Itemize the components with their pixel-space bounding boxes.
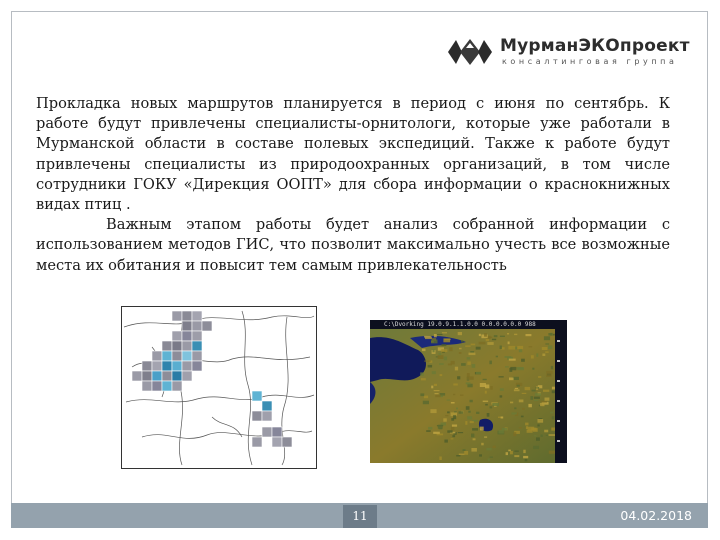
- satellite-header-text: C:\Dvorking 19.0.9.1.1.0.0 0.0.0.0.0.0 988: [384, 321, 536, 328]
- map-grid-cell: [262, 411, 272, 421]
- gis-grid-map: [121, 306, 317, 469]
- map-grid-cell: [172, 351, 182, 361]
- map-grid-cell: [262, 427, 272, 437]
- map-grid-cell: [192, 321, 202, 331]
- map-grid-cell: [162, 371, 172, 381]
- map-grid-cell: [182, 361, 192, 371]
- logo-name: МурманЭКОпроект: [500, 36, 690, 56]
- logo-subtitle: консалтинговая группа: [502, 57, 678, 66]
- map-grid-cell: [152, 371, 162, 381]
- map-grid-cell: [182, 371, 192, 381]
- map-grid-cell: [152, 361, 162, 371]
- map-grid-cell: [192, 311, 202, 321]
- map-grid-cell: [182, 311, 192, 321]
- map-grid-cell: [172, 381, 182, 391]
- body-text: [36, 94, 670, 276]
- logo-emblem-icon: [446, 37, 494, 67]
- map-grid-cell: [252, 391, 262, 401]
- map-grid-cell: [162, 361, 172, 371]
- map-grid-cell: [142, 371, 152, 381]
- map-grid-cell: [192, 361, 202, 371]
- paragraph-2: Важным этапом работы будет анализ собранной информации с использованием методов ГИС, что позволит максимально учесть все возможные места их обитания и повысит тем самым привлекательность: [36, 216, 670, 274]
- map-grid-cell: [252, 411, 262, 421]
- map-grid-cell: [172, 331, 182, 341]
- map-grid-cell: [252, 437, 262, 447]
- map-grid-cell: [172, 341, 182, 351]
- satellite-image: [370, 320, 567, 463]
- page-number: 11: [343, 505, 377, 528]
- map-grid-cell: [192, 341, 202, 351]
- map-grid-cell: [152, 381, 162, 391]
- paragraph-1: Прокладка новых маршрутов планируется в период с июня по сентябрь. К работе будут привлечены специалисты-орнитологи, которые уже работали в Мурманской области в составе полевых экспедиций. Также к работе будут привлечены специалисты из природоохранных организаций, в том числе сотрудники ГОКУ «Дирекция ООПТ» для сбора информации о краснокнижных видах птиц .: [36, 95, 670, 214]
- map-grid-cell: [282, 437, 292, 447]
- map-grid-cell: [272, 427, 282, 437]
- map-grid-cell: [192, 351, 202, 361]
- map-grid-cell: [152, 351, 162, 361]
- company-logo: [446, 35, 690, 71]
- map-grid-cell: [182, 331, 192, 341]
- map-grid-cell: [142, 361, 152, 371]
- map-grid-cell: [172, 371, 182, 381]
- map-grid-cell: [182, 341, 192, 351]
- map-grid-cell: [262, 401, 272, 411]
- map-grid-cell: [162, 381, 172, 391]
- map-grid-cell: [182, 321, 192, 331]
- map-grid-cell: [272, 437, 282, 447]
- map-grid-cell: [172, 361, 182, 371]
- map-grid-cell: [192, 331, 202, 341]
- map-grid-cell: [162, 341, 172, 351]
- map-grid-cell: [172, 311, 182, 321]
- map-grid-cell: [162, 351, 172, 361]
- map-grid-cell: [202, 321, 212, 331]
- slide-date: 04.02.2018: [620, 508, 692, 523]
- map-grid-cell: [142, 381, 152, 391]
- map-grid-cell: [182, 351, 192, 361]
- map-grid-cell: [132, 371, 142, 381]
